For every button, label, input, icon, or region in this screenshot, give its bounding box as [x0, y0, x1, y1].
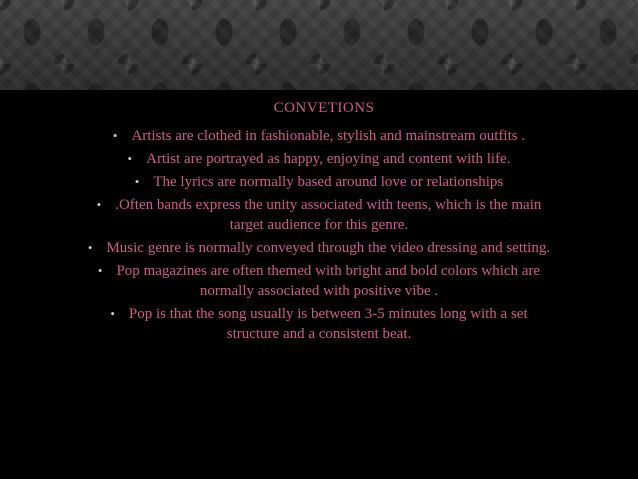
list-item [0, 304, 638, 344]
damask-pattern-banner [0, 0, 638, 90]
list-item [0, 195, 638, 235]
list-item [0, 238, 638, 258]
bullet-continuation: normally associated with positive vibe . [199, 283, 439, 299]
slide-title: CONVETIONS [273, 100, 375, 116]
bullet-icon: • [134, 174, 140, 189]
bullet-text: Music genre is normally conveyed through the video dressing and setting. [106, 240, 551, 256]
list-item [0, 261, 638, 301]
bullet-text: Artist are portrayed as happy, enjoying and content with life. [146, 151, 511, 167]
bullet-continuation: structure and a consistent beat. [226, 326, 412, 342]
list-item [0, 126, 638, 146]
bullet-icon: • [87, 240, 93, 255]
list-item [0, 172, 638, 192]
bullet-icon: • [96, 197, 102, 212]
bullet-text: .Often bands express the unity associated with teens, which is the main [115, 197, 542, 213]
bullet-text: The lyrics are normally based around love or relationships [153, 174, 504, 190]
bullet-icon: • [110, 306, 115, 321]
bullet-list [0, 126, 638, 347]
list-item [0, 149, 638, 169]
bullet-icon: • [112, 128, 118, 143]
damask-texture [0, 0, 638, 90]
bullet-continuation: target audience for this genre. [229, 217, 409, 233]
bullet-text: Artists are clothed in fashionable, stylish and mainstream outfits . [131, 128, 526, 144]
bullet-icon: • [127, 151, 133, 166]
bullet-text: Pop is that the song usually is between 3-5 minutes long with a set [128, 306, 528, 322]
bullet-text: Pop magazines are often themed with bright and bold colors which are [116, 263, 541, 279]
bullet-icon: • [97, 263, 103, 278]
